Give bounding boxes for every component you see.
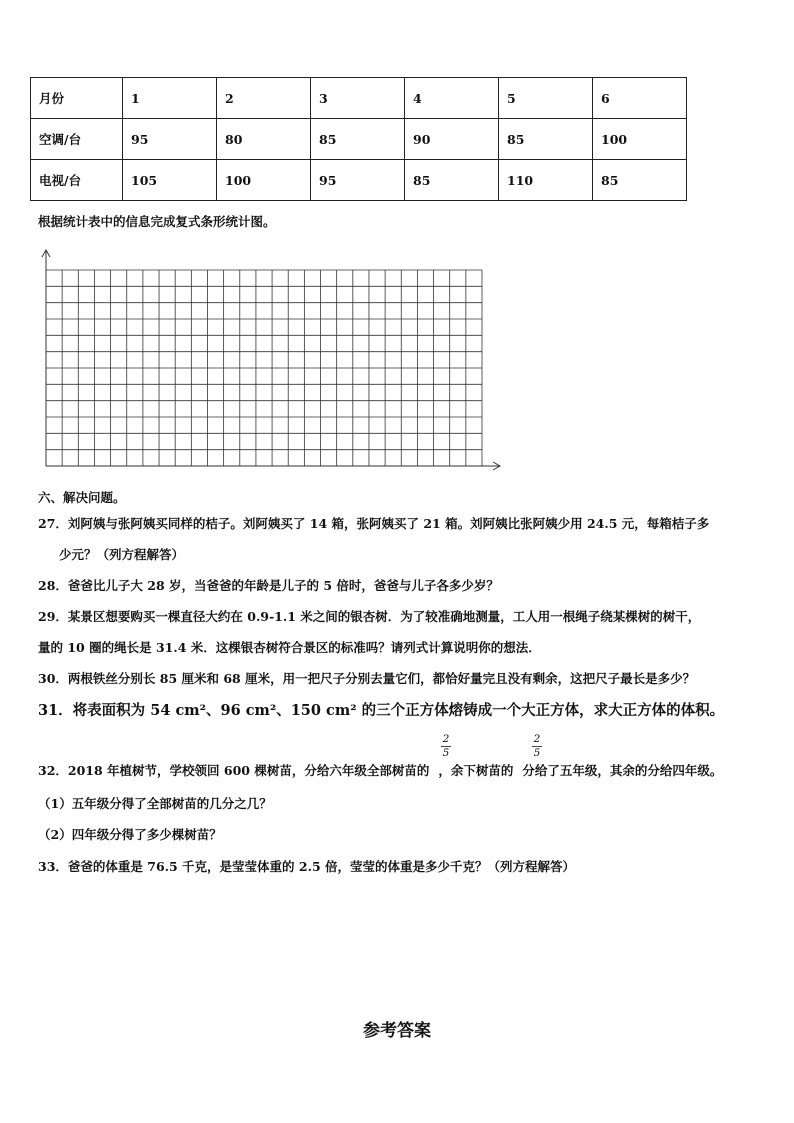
fraction-numerator: 2 — [442, 733, 450, 745]
table-cell: 105 — [123, 160, 217, 201]
answer-title: 参考答案 — [363, 1021, 431, 1041]
table-cell: 6 — [593, 78, 687, 119]
fraction-numerator: 2 — [533, 733, 541, 745]
question-32-part3: 分给了五年级，其余的分给四年级。 — [522, 763, 723, 778]
question-32-sub2: （2）四年级分得了多少棵树苗？ — [38, 827, 222, 842]
table-cell: 空调/台 — [31, 119, 123, 160]
question-27-line2: 少元？（列方程解答） — [59, 547, 185, 562]
table-cell: 95 — [123, 119, 217, 160]
question-29-line2: 量的 10 圈的绳长是 31.4 米．这棵银杏树符合景区的标准吗？请列式计算说明你的想法． — [38, 640, 541, 655]
question-29-line1: 29．某景区想要购买一棵直径大约在 0.9-1.1 米之间的银杏树．为了较准确地测量，工人用一根绳子绕某棵树的树干， — [38, 609, 701, 624]
question-27-line1: 27．刘阿姨与张阿姨买同样的桔子。刘阿姨买了 14 箱，张阿姨买了 21 箱。刘阿姨比张阿姨少用 24.5 元，每箱桔子多 — [38, 516, 710, 531]
table-cell: 100 — [217, 160, 311, 201]
table-cell: 90 — [405, 119, 499, 160]
question-33: 33．爸爸的体重是 76.5 千克，是莹莹体重的 2.5 倍，莹莹的体重是多少千克？（列方程解答） — [38, 859, 575, 874]
table-cell: 95 — [311, 160, 405, 201]
instruction-text: 根据统计表中的信息完成复式条形统计图。 — [38, 214, 276, 229]
fraction-two-fifths — [532, 734, 542, 759]
fraction-denominator: 5 — [533, 747, 541, 759]
table-cell: 80 — [217, 119, 311, 160]
table-cell: 100 — [593, 119, 687, 160]
grid-lines — [46, 270, 482, 466]
blank-bar-chart-grid — [0, 0, 794, 480]
question-28: 28．爸爸比儿子大 28 岁，当爸爸的年龄是儿子的 5 倍时，爸爸与儿子各多少岁？ — [38, 578, 499, 593]
table-cell: 2 — [217, 78, 311, 119]
question-32 — [38, 761, 722, 779]
table-cell: 85 — [405, 160, 499, 201]
table-cell: 3 — [311, 78, 405, 119]
table-cell: 电视/台 — [31, 160, 123, 201]
fraction-two-fifths — [441, 734, 451, 759]
table-cell: 85 — [499, 119, 593, 160]
table-cell: 85 — [311, 119, 405, 160]
table-cell: 85 — [593, 160, 687, 201]
table-cell: 5 — [499, 78, 593, 119]
fraction-denominator: 5 — [442, 747, 450, 759]
question-32-sub1: （1）五年级分得了全部树苗的几分之几？ — [38, 796, 272, 811]
section-title: 六、解决问题。 — [38, 490, 126, 505]
table-cell: 月份 — [31, 78, 123, 119]
table-cell: 4 — [405, 78, 499, 119]
table-cell: 110 — [499, 160, 593, 201]
table-cell: 1 — [123, 78, 217, 119]
question-30: 30．两根铁丝分别长 85 厘米和 68 厘米，用一把尺子分别去量它们，都恰好量完且没有剩余，这把尺子最长是多少？ — [38, 671, 696, 686]
question-32-part2: ，余下树苗的 — [438, 763, 514, 778]
question-32-part1: 32．2018 年植树节，学校领回 600 棵树苗，分给六年级全部树苗的 — [38, 763, 430, 778]
question-31: 31．将表面积为 54 cm²、96 cm²、150 cm² 的三个正方体熔铸成一个大正方体，求大正方体的体积。 — [38, 702, 725, 719]
